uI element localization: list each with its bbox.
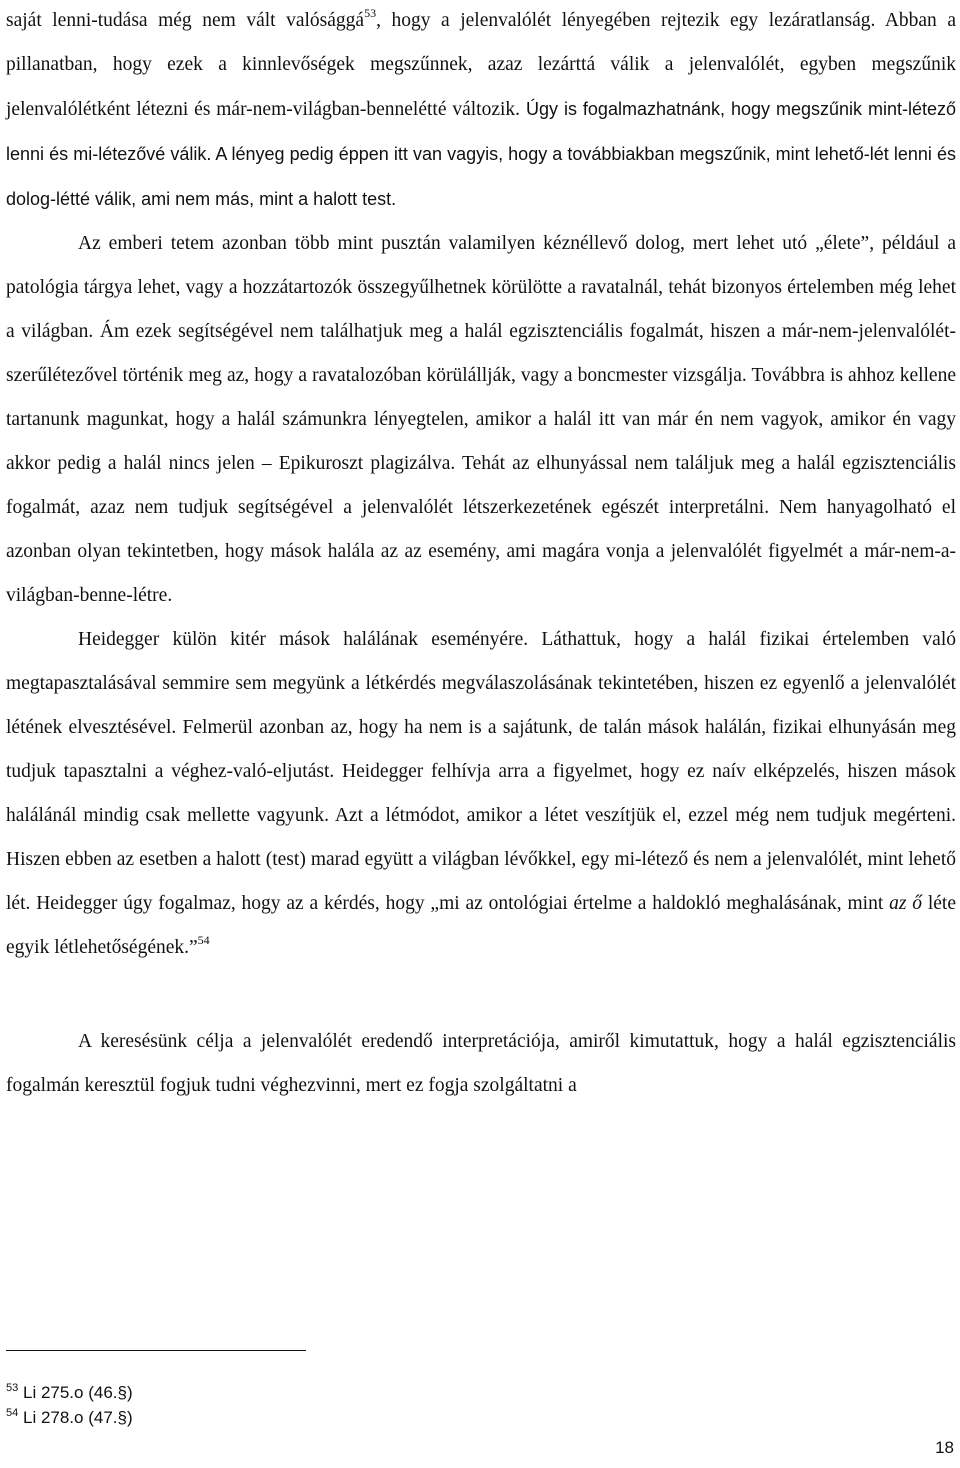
paragraph-3 xyxy=(6,618,956,970)
footnote-number: 54 xyxy=(6,1407,19,1419)
paragraph-3-text-b: léte egyik létlehetőségének.” xyxy=(6,893,956,958)
paragraph-1 xyxy=(6,0,956,222)
document-page xyxy=(6,0,956,1108)
paragraph-1-text-b: , hogy a jelenvalólét lényegében rejtezik egy lezáratlanság. Abban a pillanatban, hogy ezek a kinnlevőségek megszűnnek, azaz lezárttá válik a jelenvalólét, egyben megszűnik jelenvalólétként létezni és már-nem-világban-bennelétté változik. xyxy=(6,10,956,120)
paragraph-4: A keresésünk célja a jelenvalólét eredendő interpretációja, amiről kimutattuk, hogy a halál egzisztenciális fogalmán keresztül fogjuk tudni véghezvinni, mert ez fogja szolgáltatni a xyxy=(6,1031,956,1096)
footnotes xyxy=(6,1380,133,1430)
footnote-text: Li 278.o (47.§) xyxy=(22,1408,133,1427)
paragraph-3-italic: az ő xyxy=(889,893,923,914)
footnote-text: Li 275.o (46.§) xyxy=(22,1383,133,1402)
footnote-separator xyxy=(6,1350,306,1351)
footnote-ref-54[interactable]: 54 xyxy=(197,933,210,947)
paragraph-gap xyxy=(6,970,956,1014)
footnote-number: 53 xyxy=(6,1382,19,1394)
paragraph-1-text-a: saját lenni-tudása még nem vált valósággá xyxy=(6,10,365,31)
footnote-53 xyxy=(6,1380,133,1405)
footnote-ref-53[interactable]: 53 xyxy=(364,6,377,20)
paragraph-1-text-c: Úgy is fogalmazhatnánk, hogy megszűnik mint-létező lenni és mi-létezővé válik. A lényeg pedig éppen itt van vagyis, hogy a továbbiakban megszűnik, mint lehető-lét lenni és dolog-létté válik, ami nem más, mint a halott test. xyxy=(6,99,956,209)
paragraph-3-text-a: Heidegger külön kitér mások halálának eseményére. Láthattuk, hogy a halál fizikai értelemben való megtapasztalásával semmire sem megyünk a létkérdés megválaszolásának tekintetében, hiszen ez egyenlő a jelenvalólét létének elvesztésével. Felmerül azonban az, hogy ha nem is a sajátunk, de talán mások halálán, fizikai elhunyásán meg tudjuk tapasztalni a véghez-való-eljutást. Heidegger felhívja arra a figyelmet, hogy ez naív elképzelés, hiszen mások halálánál mindig csak mellette vagyunk. Azt a létmódot, amikor a létet veszítjük el, ezzel még nem tudjuk megérteni. Hiszen ebben az esetben a halott (test) marad együtt a világban lévőkkel, egy mi-létező és nem a jelenvalólét, mint lehető lét. Heidegger úgy fogalmaz, hogy az a kérdés, hogy „mi az ontológiai értelme a haldokló meghalásának, mint xyxy=(6,629,956,914)
paragraph-2: Az emberi tetem azonban több mint pusztán valamilyen kéznéllevő dolog, mert lehet utó „élete”, például a patológia tárgya lehet, vagy a hozzátartozók összegyűlhetnek körülötte a ravatalnál, tehát bizonyos értelemben még lehet a világban. Ám ezek segítségével nem találhatjuk meg a halál egzisztenciális fogalmát, hiszen a már-nem-jelenvalólét-szerűlétezővel történik meg az, hogy a ravatalozóban körülállják, vagy a boncmester vizsgálja. Továbbra is ahhoz kellene tartanunk magunkat, hogy a halál számunkra lényegtelen, amikor a halál itt van már én nem vagyok, amikor én vagy akkor pedig a halál nincs jelen – Epikuroszt plagizálva. Tehát az elhunyással nem találjuk meg a halál egzisztenciális fogalmát, azaz nem tudjuk segítségével a jelenvalólét létszerkezetének egészét interpretálni. Nem hanyagolható el azonban olyan tekintetben, hogy mások halála az az esemény, ami magára vonja a jelenvalólét figyelmét a már-nem-a-világban-benne-létre. xyxy=(6,233,956,606)
footnote-54 xyxy=(6,1405,133,1430)
page-number: 18 xyxy=(935,1438,954,1457)
